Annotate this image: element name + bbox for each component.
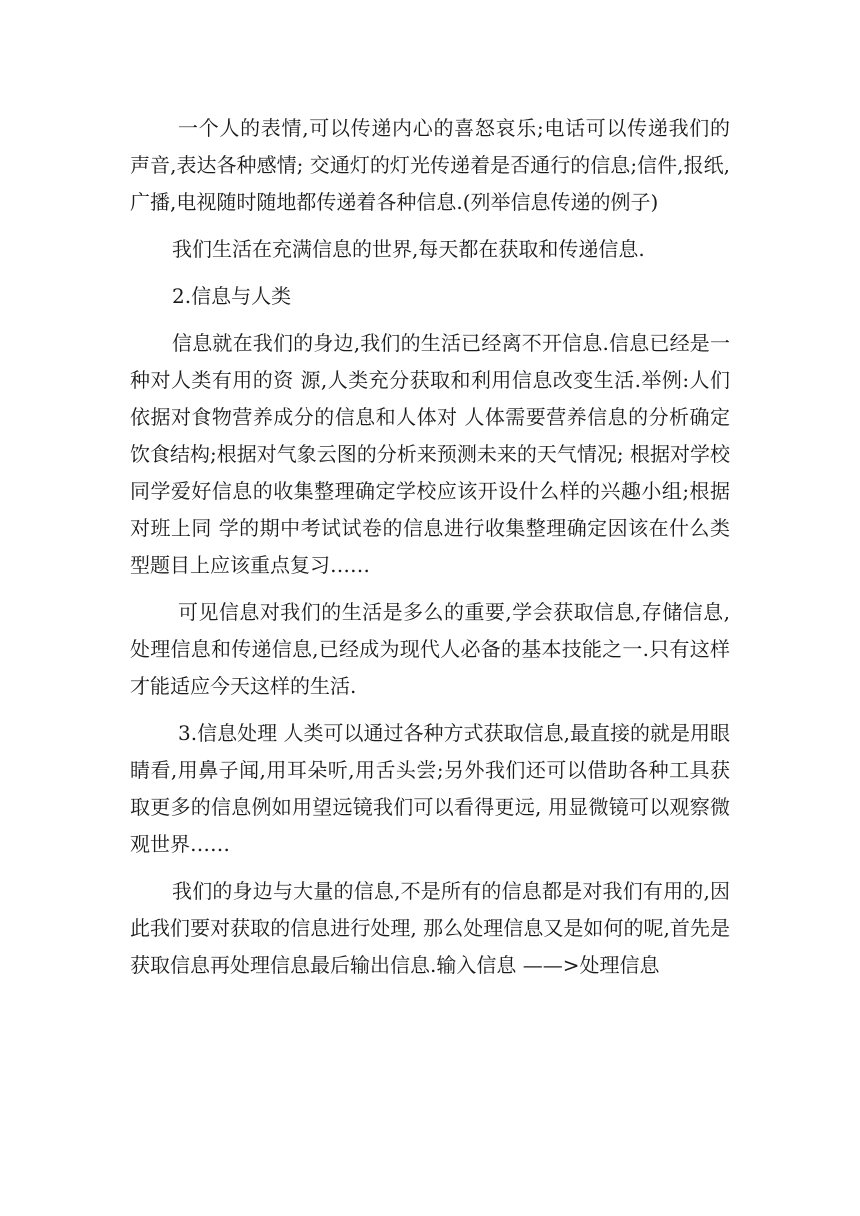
paragraph-information-and-humans: 信息就在我们的身边,我们的生活已经离不开信息.信息已经是一种对人类有用的资 源,人类充分获取和利用信息改变生活.举例:人们依据对食物营养成分的信息和人体对 人体需要营养信息的分析确定饮食结构;根据对气象云图的分析来预测未来的天气情况; 根据对学校同学爱好信息的收集整理确定学校应该开设什么样的兴趣小组;根据对班上同 学的期中考试试卷的信息进行收集整理确定因该在什么类型题目上应该重点复习…… xyxy=(130,331,730,577)
paragraph-importance-of-information: 可见信息对我们的生活是多么的重要,学会获取信息,存储信息,处理信息和传递信息,已经成为现代人必备的基本技能之一.只有这样才能适应今天这样的生活. xyxy=(130,600,730,698)
paragraph-information-processing: 3.信息处理 人类可以通过各种方式获取信息,最直接的就是用眼睛看,用鼻子闻,用耳朵听,用舌头尝;另外我们还可以借助各种工具获取更多的信息例如用望远镜我们可以看得更远, 用显微镜可以观察微观世界…… xyxy=(130,721,730,856)
paragraph-processing-flow: 我们的身边与大量的信息,不是所有的信息都是对我们有用的,因此我们要对获取的信息进行处理, 那么处理信息又是如何的呢,首先是获取信息再处理信息最后输出信息.输入信息 ——>处理信息 xyxy=(130,879,730,977)
section-heading-information-and-humans: 2.信息与人类 xyxy=(172,284,292,308)
paragraph-information-transmission-examples: 一个人的表情,可以传递内心的喜怒哀乐;电话可以传递我们的声音,表达各种感情; 交通灯的灯光传递着是否通行的信息;信件,报纸,广播,电视随时随地都传递着各种信息.(列举信息传递的例子) xyxy=(130,116,730,214)
paragraph-information-world: 我们生活在充满信息的世界,每天都在获取和传递信息. xyxy=(172,237,645,261)
document-body xyxy=(130,110,730,994)
